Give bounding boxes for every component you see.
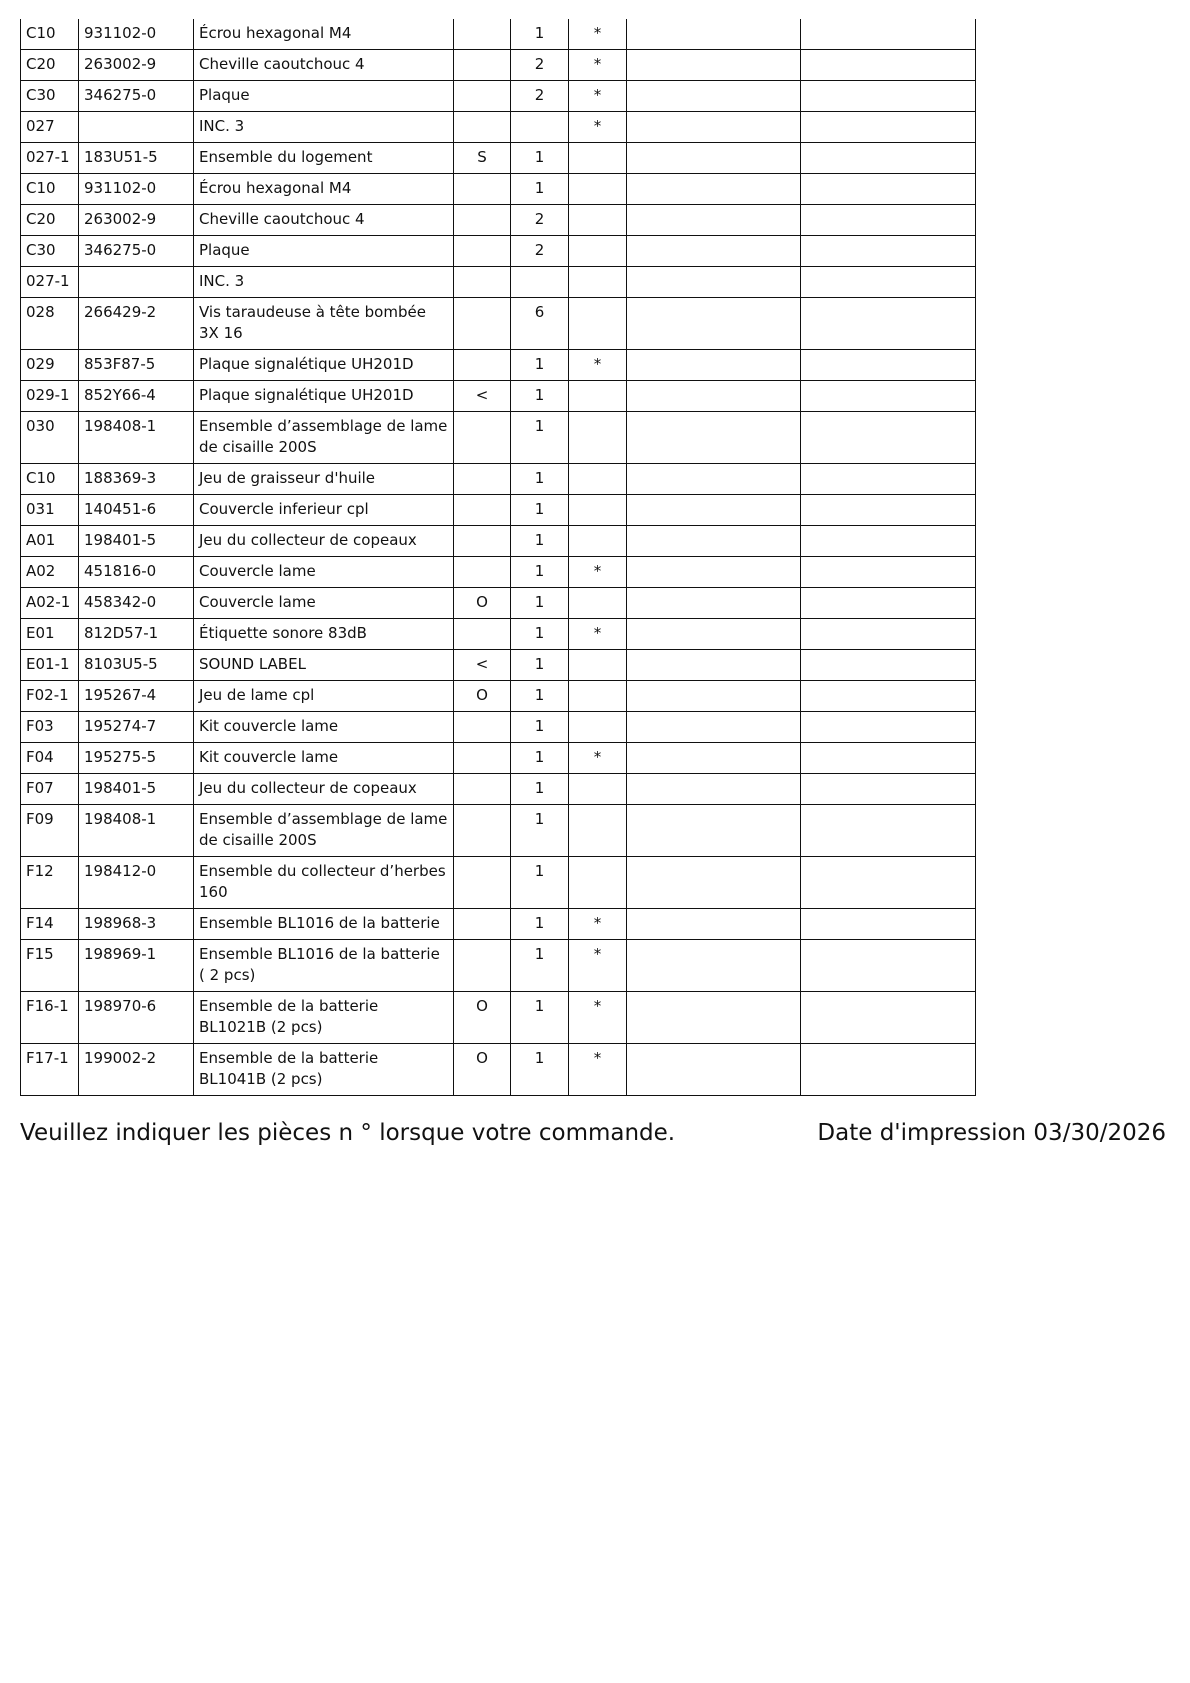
cell-part-no: 853F87-5 [79, 350, 194, 381]
cell-note-mark [569, 774, 627, 805]
cell-note-mark [569, 712, 627, 743]
table-row [21, 992, 976, 1044]
cell-part-no: 188369-3 [79, 464, 194, 495]
cell-note-mark [569, 464, 627, 495]
cell-extra-1 [627, 298, 801, 350]
cell-item-no: A01 [21, 526, 79, 557]
cell-quantity: 2 [511, 50, 569, 81]
cell-note-mark [569, 526, 627, 557]
cell-code [454, 174, 511, 205]
print-date: Date d'impression 03/30/2026 [817, 1120, 1166, 1146]
order-note: Veuillez indiquer les pièces n ° lorsque votre commande. [20, 1120, 676, 1146]
cell-item-no: 030 [21, 412, 79, 464]
cell-code: O [454, 588, 511, 619]
cell-note-mark: * [569, 909, 627, 940]
cell-description: SOUND LABEL [194, 650, 454, 681]
cell-quantity: 6 [511, 298, 569, 350]
cell-note-mark: * [569, 743, 627, 774]
cell-quantity [511, 112, 569, 143]
cell-quantity: 1 [511, 19, 569, 50]
cell-extra-2 [801, 381, 976, 412]
table-row [21, 495, 976, 526]
cell-extra-1 [627, 712, 801, 743]
cell-description: Ensemble BL1016 de la batterie ( 2 pcs) [194, 940, 454, 992]
cell-extra-2 [801, 19, 976, 50]
cell-note-mark [569, 857, 627, 909]
cell-quantity: 1 [511, 464, 569, 495]
cell-item-no: C10 [21, 464, 79, 495]
cell-description: Plaque [194, 81, 454, 112]
cell-extra-2 [801, 992, 976, 1044]
cell-note-mark: * [569, 1044, 627, 1096]
cell-code [454, 743, 511, 774]
table-row [21, 350, 976, 381]
cell-description: Cheville caoutchouc 4 [194, 50, 454, 81]
cell-part-no: 195267-4 [79, 681, 194, 712]
cell-extra-2 [801, 588, 976, 619]
cell-quantity: 1 [511, 588, 569, 619]
cell-code [454, 412, 511, 464]
cell-code [454, 557, 511, 588]
cell-code [454, 940, 511, 992]
cell-item-no: 031 [21, 495, 79, 526]
cell-extra-1 [627, 743, 801, 774]
cell-note-mark: * [569, 19, 627, 50]
cell-code: O [454, 681, 511, 712]
cell-code [454, 298, 511, 350]
cell-quantity: 1 [511, 681, 569, 712]
cell-extra-2 [801, 112, 976, 143]
cell-part-no: 266429-2 [79, 298, 194, 350]
cell-extra-1 [627, 774, 801, 805]
cell-part-no [79, 267, 194, 298]
cell-extra-1 [627, 857, 801, 909]
cell-note-mark [569, 588, 627, 619]
cell-part-no: 198970-6 [79, 992, 194, 1044]
cell-item-no: F17-1 [21, 1044, 79, 1096]
cell-description: Kit couvercle lame [194, 743, 454, 774]
cell-item-no: C30 [21, 236, 79, 267]
cell-extra-1 [627, 19, 801, 50]
cell-code: S [454, 143, 511, 174]
table-row [21, 909, 976, 940]
cell-part-no: 458342-0 [79, 588, 194, 619]
cell-extra-2 [801, 412, 976, 464]
cell-extra-2 [801, 526, 976, 557]
cell-quantity: 1 [511, 557, 569, 588]
cell-extra-2 [801, 205, 976, 236]
cell-quantity: 1 [511, 805, 569, 857]
cell-extra-2 [801, 495, 976, 526]
cell-item-no: F14 [21, 909, 79, 940]
cell-extra-1 [627, 412, 801, 464]
cell-code [454, 350, 511, 381]
cell-note-mark [569, 143, 627, 174]
cell-extra-1 [627, 992, 801, 1044]
cell-quantity: 2 [511, 205, 569, 236]
table-row [21, 619, 976, 650]
table-row [21, 174, 976, 205]
cell-item-no: C10 [21, 174, 79, 205]
table-row [21, 650, 976, 681]
cell-item-no: F02-1 [21, 681, 79, 712]
cell-code: O [454, 992, 511, 1044]
cell-extra-1 [627, 236, 801, 267]
cell-note-mark [569, 174, 627, 205]
cell-note-mark [569, 412, 627, 464]
cell-code: < [454, 650, 511, 681]
cell-item-no: C10 [21, 19, 79, 50]
cell-note-mark [569, 205, 627, 236]
cell-part-no: 183U51-5 [79, 143, 194, 174]
cell-extra-1 [627, 681, 801, 712]
cell-note-mark [569, 267, 627, 298]
cell-extra-2 [801, 712, 976, 743]
cell-quantity: 2 [511, 81, 569, 112]
cell-note-mark [569, 236, 627, 267]
cell-extra-2 [801, 236, 976, 267]
cell-note-mark [569, 681, 627, 712]
cell-item-no: F07 [21, 774, 79, 805]
cell-code [454, 909, 511, 940]
cell-code [454, 236, 511, 267]
parts-table [20, 19, 976, 1096]
cell-description: Écrou hexagonal M4 [194, 19, 454, 50]
cell-part-no: 931102-0 [79, 19, 194, 50]
cell-item-no: C20 [21, 50, 79, 81]
cell-extra-1 [627, 557, 801, 588]
cell-extra-2 [801, 805, 976, 857]
cell-extra-2 [801, 557, 976, 588]
cell-description: Ensemble du collecteur d’herbes 160 [194, 857, 454, 909]
cell-code [454, 464, 511, 495]
cell-extra-1 [627, 143, 801, 174]
cell-part-no: 198408-1 [79, 805, 194, 857]
cell-item-no: F03 [21, 712, 79, 743]
cell-code [454, 495, 511, 526]
cell-code [454, 267, 511, 298]
cell-description: Ensemble du logement [194, 143, 454, 174]
cell-description: Kit couvercle lame [194, 712, 454, 743]
cell-note-mark: * [569, 992, 627, 1044]
table-row [21, 205, 976, 236]
cell-extra-2 [801, 909, 976, 940]
cell-description: Plaque signalétique UH201D [194, 381, 454, 412]
cell-quantity: 1 [511, 381, 569, 412]
cell-extra-1 [627, 909, 801, 940]
cell-item-no: F12 [21, 857, 79, 909]
cell-extra-2 [801, 50, 976, 81]
cell-part-no: 198412-0 [79, 857, 194, 909]
cell-extra-2 [801, 81, 976, 112]
cell-item-no: F09 [21, 805, 79, 857]
cell-note-mark [569, 495, 627, 526]
cell-code [454, 805, 511, 857]
cell-part-no: 346275-0 [79, 236, 194, 267]
cell-note-mark: * [569, 557, 627, 588]
table-row [21, 681, 976, 712]
cell-item-no: F04 [21, 743, 79, 774]
cell-extra-1 [627, 350, 801, 381]
cell-quantity: 1 [511, 526, 569, 557]
cell-quantity: 1 [511, 712, 569, 743]
cell-extra-2 [801, 681, 976, 712]
cell-description: Plaque [194, 236, 454, 267]
cell-item-no: 027-1 [21, 267, 79, 298]
cell-quantity: 1 [511, 412, 569, 464]
cell-part-no: 931102-0 [79, 174, 194, 205]
cell-extra-1 [627, 267, 801, 298]
table-row [21, 526, 976, 557]
table-row [21, 774, 976, 805]
cell-description: Ensemble de la batterie BL1021B (2 pcs) [194, 992, 454, 1044]
cell-quantity: 1 [511, 774, 569, 805]
table-row [21, 236, 976, 267]
cell-item-no: E01 [21, 619, 79, 650]
cell-note-mark: * [569, 619, 627, 650]
table-row [21, 143, 976, 174]
cell-item-no: 027-1 [21, 143, 79, 174]
cell-part-no: 198969-1 [79, 940, 194, 992]
cell-extra-1 [627, 526, 801, 557]
cell-quantity: 1 [511, 940, 569, 992]
table-row [21, 588, 976, 619]
cell-code [454, 712, 511, 743]
cell-description: Jeu du collecteur de copeaux [194, 774, 454, 805]
cell-code [454, 50, 511, 81]
cell-code [454, 19, 511, 50]
cell-extra-1 [627, 805, 801, 857]
cell-code [454, 112, 511, 143]
cell-description: Écrou hexagonal M4 [194, 174, 454, 205]
cell-part-no: 812D57-1 [79, 619, 194, 650]
cell-note-mark [569, 805, 627, 857]
cell-quantity: 1 [511, 992, 569, 1044]
cell-extra-2 [801, 857, 976, 909]
table-row [21, 712, 976, 743]
table-row [21, 1044, 976, 1096]
table-row [21, 412, 976, 464]
cell-extra-1 [627, 205, 801, 236]
cell-extra-2 [801, 1044, 976, 1096]
cell-part-no: 198968-3 [79, 909, 194, 940]
cell-part-no: 346275-0 [79, 81, 194, 112]
cell-extra-1 [627, 112, 801, 143]
cell-part-no: 8103U5-5 [79, 650, 194, 681]
table-row [21, 267, 976, 298]
cell-item-no: 029-1 [21, 381, 79, 412]
table-row [21, 857, 976, 909]
cell-code [454, 526, 511, 557]
cell-item-no: C20 [21, 205, 79, 236]
cell-note-mark: * [569, 940, 627, 992]
cell-note-mark: * [569, 81, 627, 112]
cell-part-no: 140451-6 [79, 495, 194, 526]
cell-code [454, 205, 511, 236]
cell-quantity: 1 [511, 619, 569, 650]
cell-description: Ensemble d’assemblage de lame de cisaille 200S [194, 805, 454, 857]
table-row [21, 805, 976, 857]
table-row [21, 298, 976, 350]
cell-extra-1 [627, 81, 801, 112]
cell-code [454, 81, 511, 112]
cell-item-no: 027 [21, 112, 79, 143]
cell-quantity: 1 [511, 143, 569, 174]
table-row [21, 464, 976, 495]
cell-extra-2 [801, 143, 976, 174]
cell-extra-1 [627, 50, 801, 81]
cell-extra-1 [627, 1044, 801, 1096]
cell-code: < [454, 381, 511, 412]
cell-extra-2 [801, 174, 976, 205]
cell-note-mark [569, 298, 627, 350]
table-row [21, 381, 976, 412]
cell-part-no [79, 112, 194, 143]
cell-item-no: F15 [21, 940, 79, 992]
cell-extra-1 [627, 381, 801, 412]
cell-extra-2 [801, 743, 976, 774]
cell-description: Plaque signalétique UH201D [194, 350, 454, 381]
cell-description: Cheville caoutchouc 4 [194, 205, 454, 236]
cell-quantity: 1 [511, 174, 569, 205]
cell-description: Jeu de lame cpl [194, 681, 454, 712]
cell-note-mark: * [569, 350, 627, 381]
cell-quantity: 1 [511, 743, 569, 774]
cell-code [454, 774, 511, 805]
cell-item-no: E01-1 [21, 650, 79, 681]
cell-quantity: 1 [511, 1044, 569, 1096]
cell-extra-1 [627, 464, 801, 495]
cell-extra-1 [627, 619, 801, 650]
cell-extra-2 [801, 619, 976, 650]
cell-extra-1 [627, 495, 801, 526]
cell-extra-2 [801, 298, 976, 350]
cell-code [454, 619, 511, 650]
cell-description: Jeu de graisseur d'huile [194, 464, 454, 495]
table-row [21, 50, 976, 81]
cell-part-no: 195275-5 [79, 743, 194, 774]
table-row [21, 81, 976, 112]
cell-item-no: A02 [21, 557, 79, 588]
cell-description: Vis taraudeuse à tête bombée 3X 16 [194, 298, 454, 350]
cell-part-no: 198408-1 [79, 412, 194, 464]
cell-part-no: 263002-9 [79, 50, 194, 81]
cell-description: Ensemble d’assemblage de lame de cisaille 200S [194, 412, 454, 464]
cell-extra-1 [627, 174, 801, 205]
cell-quantity: 1 [511, 495, 569, 526]
cell-quantity: 1 [511, 857, 569, 909]
cell-item-no: C30 [21, 81, 79, 112]
cell-extra-1 [627, 940, 801, 992]
cell-extra-1 [627, 650, 801, 681]
table-row [21, 19, 976, 50]
cell-description: Jeu du collecteur de copeaux [194, 526, 454, 557]
cell-code: O [454, 1044, 511, 1096]
cell-item-no: F16-1 [21, 992, 79, 1044]
cell-note-mark: * [569, 112, 627, 143]
cell-note-mark [569, 381, 627, 412]
table-row [21, 743, 976, 774]
cell-extra-2 [801, 774, 976, 805]
cell-description: Ensemble BL1016 de la batterie [194, 909, 454, 940]
cell-code [454, 857, 511, 909]
cell-quantity: 1 [511, 350, 569, 381]
cell-part-no: 263002-9 [79, 205, 194, 236]
cell-part-no: 451816-0 [79, 557, 194, 588]
cell-description: Couvercle inferieur cpl [194, 495, 454, 526]
cell-description: Ensemble de la batterie BL1041B (2 pcs) [194, 1044, 454, 1096]
cell-quantity: 1 [511, 909, 569, 940]
cell-item-no: A02-1 [21, 588, 79, 619]
cell-description: INC. 3 [194, 267, 454, 298]
cell-extra-2 [801, 267, 976, 298]
cell-note-mark [569, 650, 627, 681]
cell-note-mark: * [569, 50, 627, 81]
cell-item-no: 029 [21, 350, 79, 381]
table-row [21, 112, 976, 143]
cell-part-no: 199002-2 [79, 1044, 194, 1096]
cell-extra-1 [627, 588, 801, 619]
cell-quantity: 2 [511, 236, 569, 267]
cell-quantity: 1 [511, 650, 569, 681]
cell-part-no: 198401-5 [79, 774, 194, 805]
cell-part-no: 852Y66-4 [79, 381, 194, 412]
cell-quantity [511, 267, 569, 298]
cell-extra-2 [801, 940, 976, 992]
cell-extra-2 [801, 350, 976, 381]
table-row [21, 940, 976, 992]
cell-extra-2 [801, 650, 976, 681]
cell-part-no: 195274-7 [79, 712, 194, 743]
parts-table-body [21, 19, 976, 1096]
cell-description: INC. 3 [194, 112, 454, 143]
cell-extra-2 [801, 464, 976, 495]
table-row [21, 557, 976, 588]
cell-item-no: 028 [21, 298, 79, 350]
cell-part-no: 198401-5 [79, 526, 194, 557]
cell-description: Étiquette sonore 83dB [194, 619, 454, 650]
cell-description: Couvercle lame [194, 588, 454, 619]
cell-description: Couvercle lame [194, 557, 454, 588]
